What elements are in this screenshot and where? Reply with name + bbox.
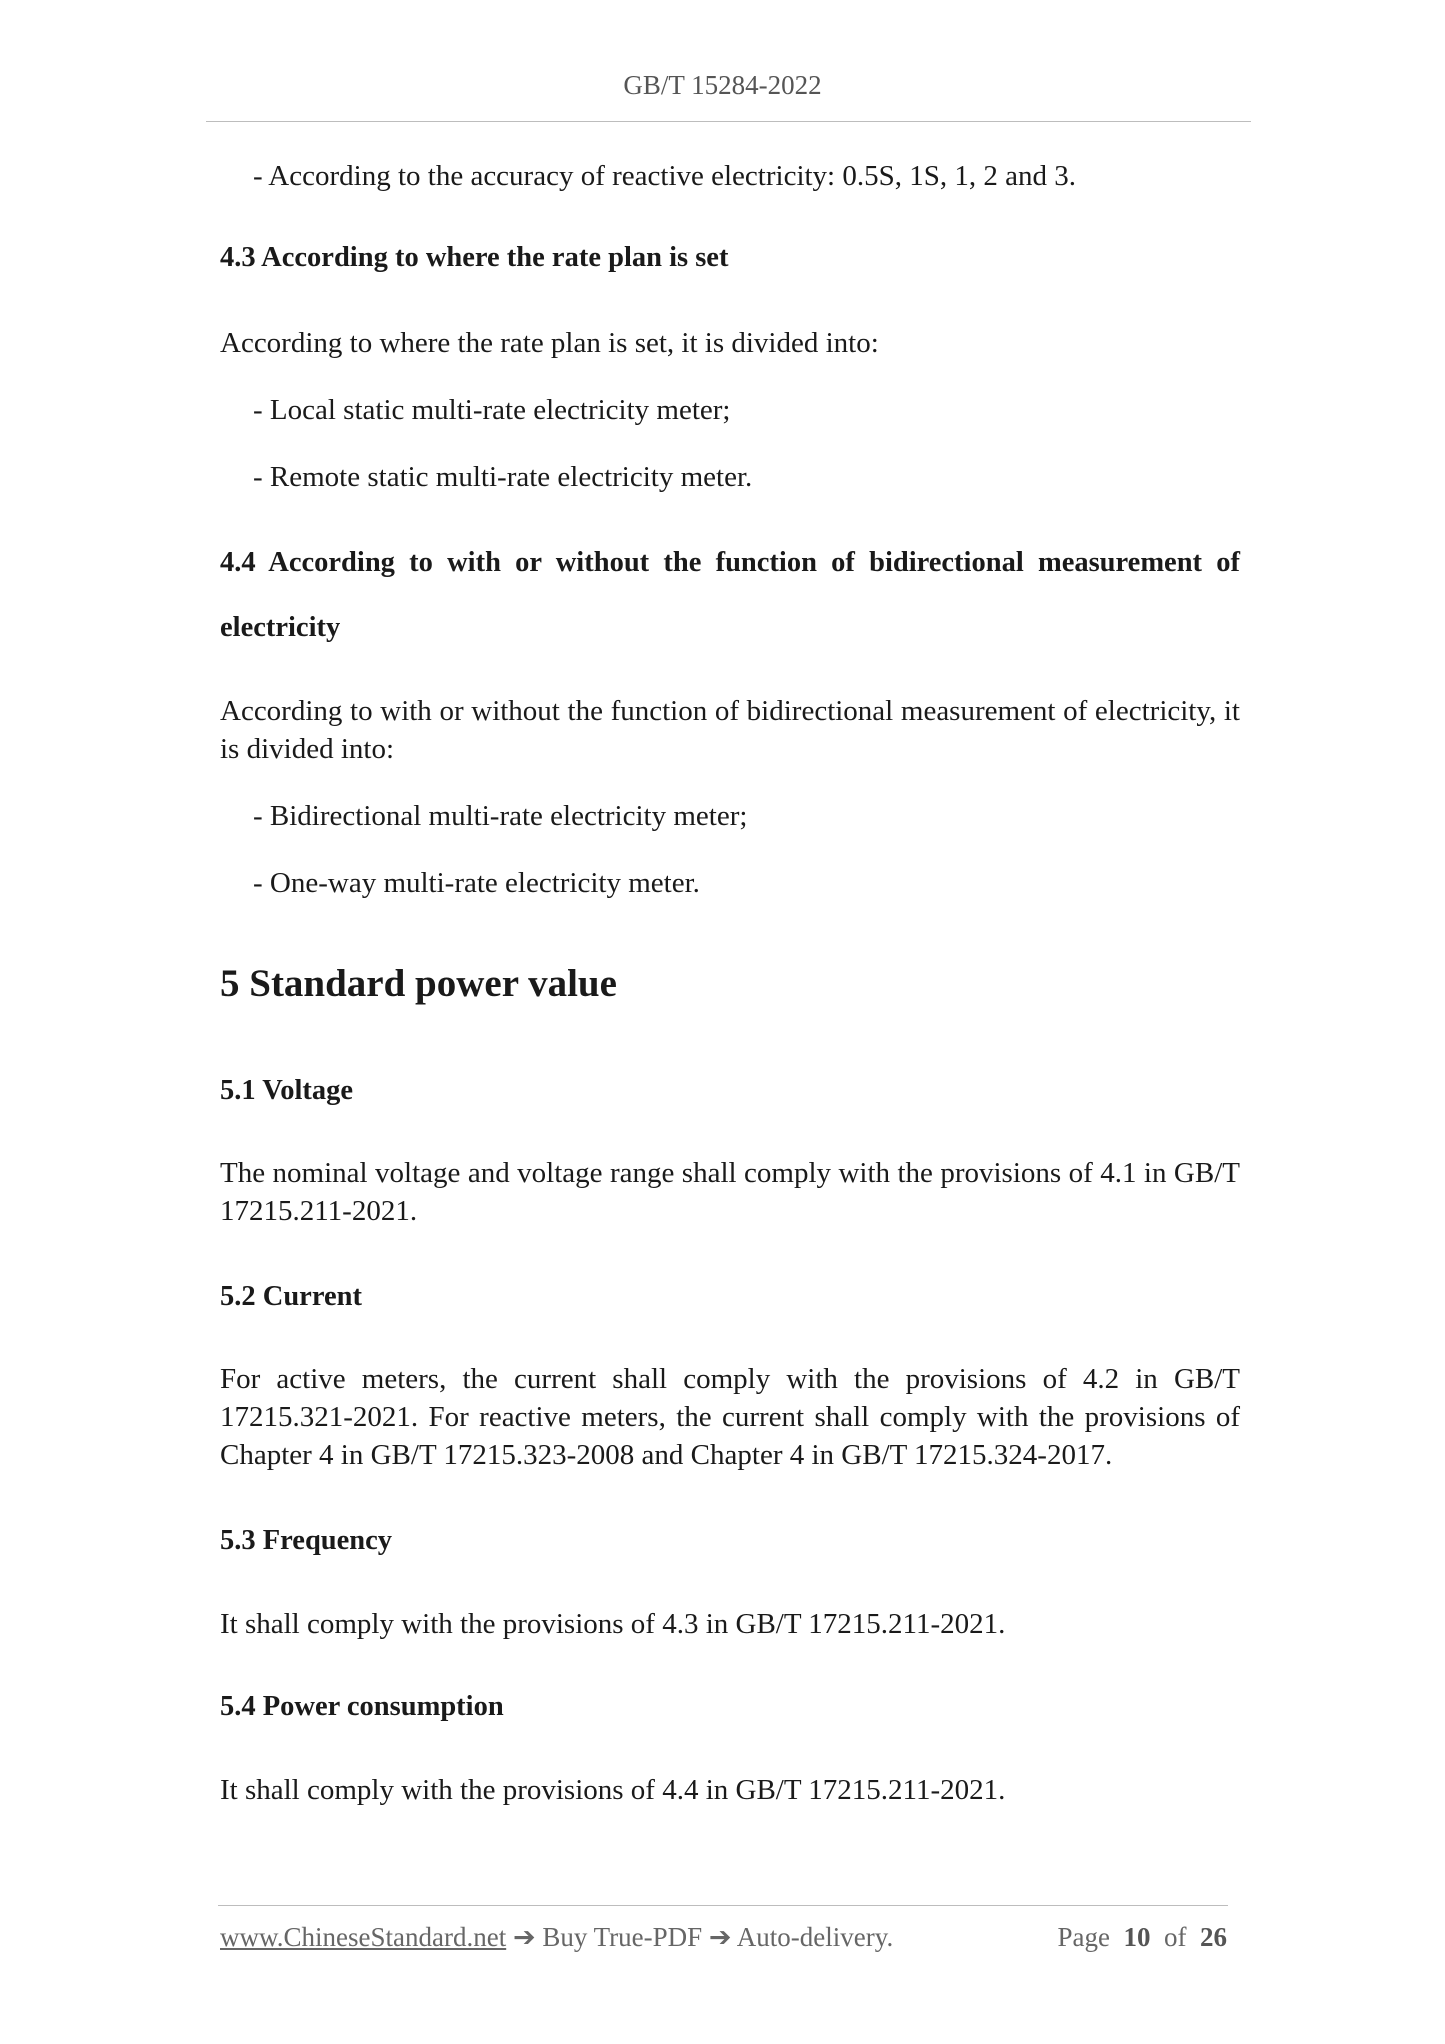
- section-5-3-heading: 5.3 Frequency: [220, 1525, 393, 1556]
- section-4-3-bullet-remote: - Remote static multi-rate electricity meter.: [253, 461, 753, 493]
- section-5-1-heading: 5.1 Voltage: [220, 1075, 354, 1106]
- footer-promo: [220, 1922, 893, 1953]
- section-5-heading: 5 Standard power value: [220, 962, 617, 1005]
- section-4-4-bullet-one-way: - One-way multi-rate electricity meter.: [253, 867, 700, 899]
- section-4-4-heading-line2: electricity: [220, 612, 341, 643]
- section-5-2-text: For active meters, the current shall comply with the provisions of 4.2 in GB/T 17215.321-2021. For reactive meters, the current shall comply with the provisions of Chapter 4 in GB/T 17215.323-2008 and Chapter 4 in GB/T 17215.324-2017.: [220, 1363, 1240, 1471]
- section-5-3-text: It shall comply with the provisions of 4.3 in GB/T 17215.211-2021.: [220, 1608, 1006, 1640]
- section-4-3-bullet-local: - Local static multi-rate electricity meter;: [253, 394, 731, 426]
- footer-delivery-text: Auto-delivery.: [736, 1922, 894, 1952]
- page-label: Page: [1057, 1922, 1110, 1952]
- header-divider: [206, 121, 1251, 122]
- page-current: 10: [1123, 1922, 1151, 1952]
- page-number: [1058, 1922, 1227, 1953]
- section-4-4-bullet-bidirectional: - Bidirectional multi-rate electricity meter;: [253, 800, 748, 832]
- section-4-4-heading-line1: 4.4 According to with or without the function of bidirectional measurement of: [220, 547, 1240, 578]
- page-header-title: GB/T 15284-2022: [623, 70, 822, 100]
- section-5-1-text: The nominal voltage and voltage range shall comply with the provisions of 4.1 in GB/T 17215.211-2021.: [220, 1157, 1240, 1227]
- page-total: 26: [1200, 1922, 1227, 1952]
- page-of-label: of: [1164, 1922, 1187, 1952]
- arrow-right-icon: ➔: [512, 1922, 536, 1952]
- section-4-3-heading: 4.3 According to where the rate plan is set: [220, 242, 729, 273]
- footer-website-link[interactable]: www.ChineseStandard.net: [220, 1922, 507, 1952]
- section-4-3-intro: According to where the rate plan is set, it is divided into:: [220, 327, 879, 359]
- section-5-4-heading: 5.4 Power consumption: [220, 1691, 504, 1722]
- section-5-4-text: It shall comply with the provisions of 4.4 in GB/T 17215.211-2021.: [220, 1774, 1006, 1806]
- arrow-right-icon: ➔: [708, 1922, 732, 1952]
- section-4-4-intro: According to with or without the function of bidirectional measurement of electricity, it is divided into:: [220, 695, 1240, 765]
- footer-buy-text: Buy True-PDF: [542, 1922, 703, 1952]
- section-5-2-heading: 5.2 Current: [220, 1281, 362, 1312]
- footer-divider: [218, 1905, 1228, 1906]
- bullet-reactive-accuracy: - According to the accuracy of reactive electricity: 0.5S, 1S, 1, 2 and 3.: [253, 160, 1076, 192]
